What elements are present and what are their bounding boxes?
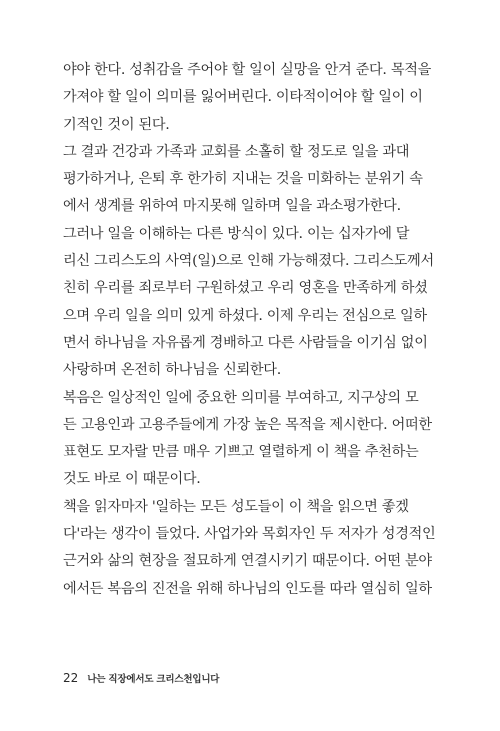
text-line: 책을 읽자마자 '일하는 모든 성도들이 이 책을 읽으면 좋겠 bbox=[63, 498, 409, 515]
text-line: 평가하거나, 은퇴 후 한가히 지내는 것을 미화하는 분위기 속 bbox=[63, 171, 423, 188]
text-line: 그 결과 건강과 가족과 교회를 소홀히 할 정도로 일을 과대 bbox=[63, 143, 410, 160]
text-line: 표현도 모자랄 만큼 매우 기쁘고 열렬하게 이 책을 추천하는 bbox=[63, 444, 419, 461]
text-line: 것도 바로 이 때문이다. bbox=[63, 471, 201, 488]
text-line: 복음은 일상적인 일에 중요한 의미를 부여하고, 지구상의 모 bbox=[63, 389, 419, 406]
body-text bbox=[63, 57, 450, 603]
page-number: 22 bbox=[63, 671, 79, 685]
text-line: 리신 그리스도의 사역(일)으로 인해 가능해졌다. 그리스도께서 bbox=[63, 253, 434, 270]
text-line: 면서 하나님을 자유롭게 경배하고 다른 사람들을 이기심 없이 bbox=[63, 334, 428, 351]
text-line: 으며 우리 일을 의미 있게 하셨다. 이제 우리는 전심으로 일하 bbox=[63, 307, 427, 324]
text-line: 그러나 일을 이해하는 다른 방식이 있다. 이는 십자가에 달 bbox=[63, 225, 410, 242]
text-line: 야야 한다. 성취감을 주어야 할 일이 실망을 안겨 준다. 목적을 bbox=[63, 62, 432, 78]
text-line: 근거와 삶의 현장을 절묘하게 연결시키기 때문이다. 어떤 분야 bbox=[63, 553, 432, 570]
text-line: 에서 생계를 위하여 마지못해 일하며 일을 과소평가한다. bbox=[63, 198, 401, 215]
text-line: 사랑하며 온전히 하나님을 신뢰한다. bbox=[63, 362, 281, 379]
text-line: 가져야 할 일이 의미를 잃어버린다. 이타적이어야 할 일이 이 bbox=[63, 89, 423, 106]
text-line: 에서든 복음의 진전을 위해 하나님의 인도를 따라 열심히 일하 bbox=[63, 580, 432, 597]
page-footer bbox=[63, 667, 219, 686]
text-line: 기적인 것이 된다. bbox=[63, 116, 170, 133]
text-line: 든 고용인과 고용주들에게 가장 높은 목적을 제시한다. 어떠한 bbox=[63, 416, 432, 433]
text-line: 다'라는 생각이 들었다. 사업가와 목회자인 두 저자가 성경적인 bbox=[63, 526, 436, 543]
text-line: 친히 우리를 죄로부터 구원하셨고 우리 영혼을 만족하게 하셨 bbox=[63, 280, 428, 297]
running-title: 나는 직장에서도 크리스천입니다 bbox=[87, 674, 220, 685]
